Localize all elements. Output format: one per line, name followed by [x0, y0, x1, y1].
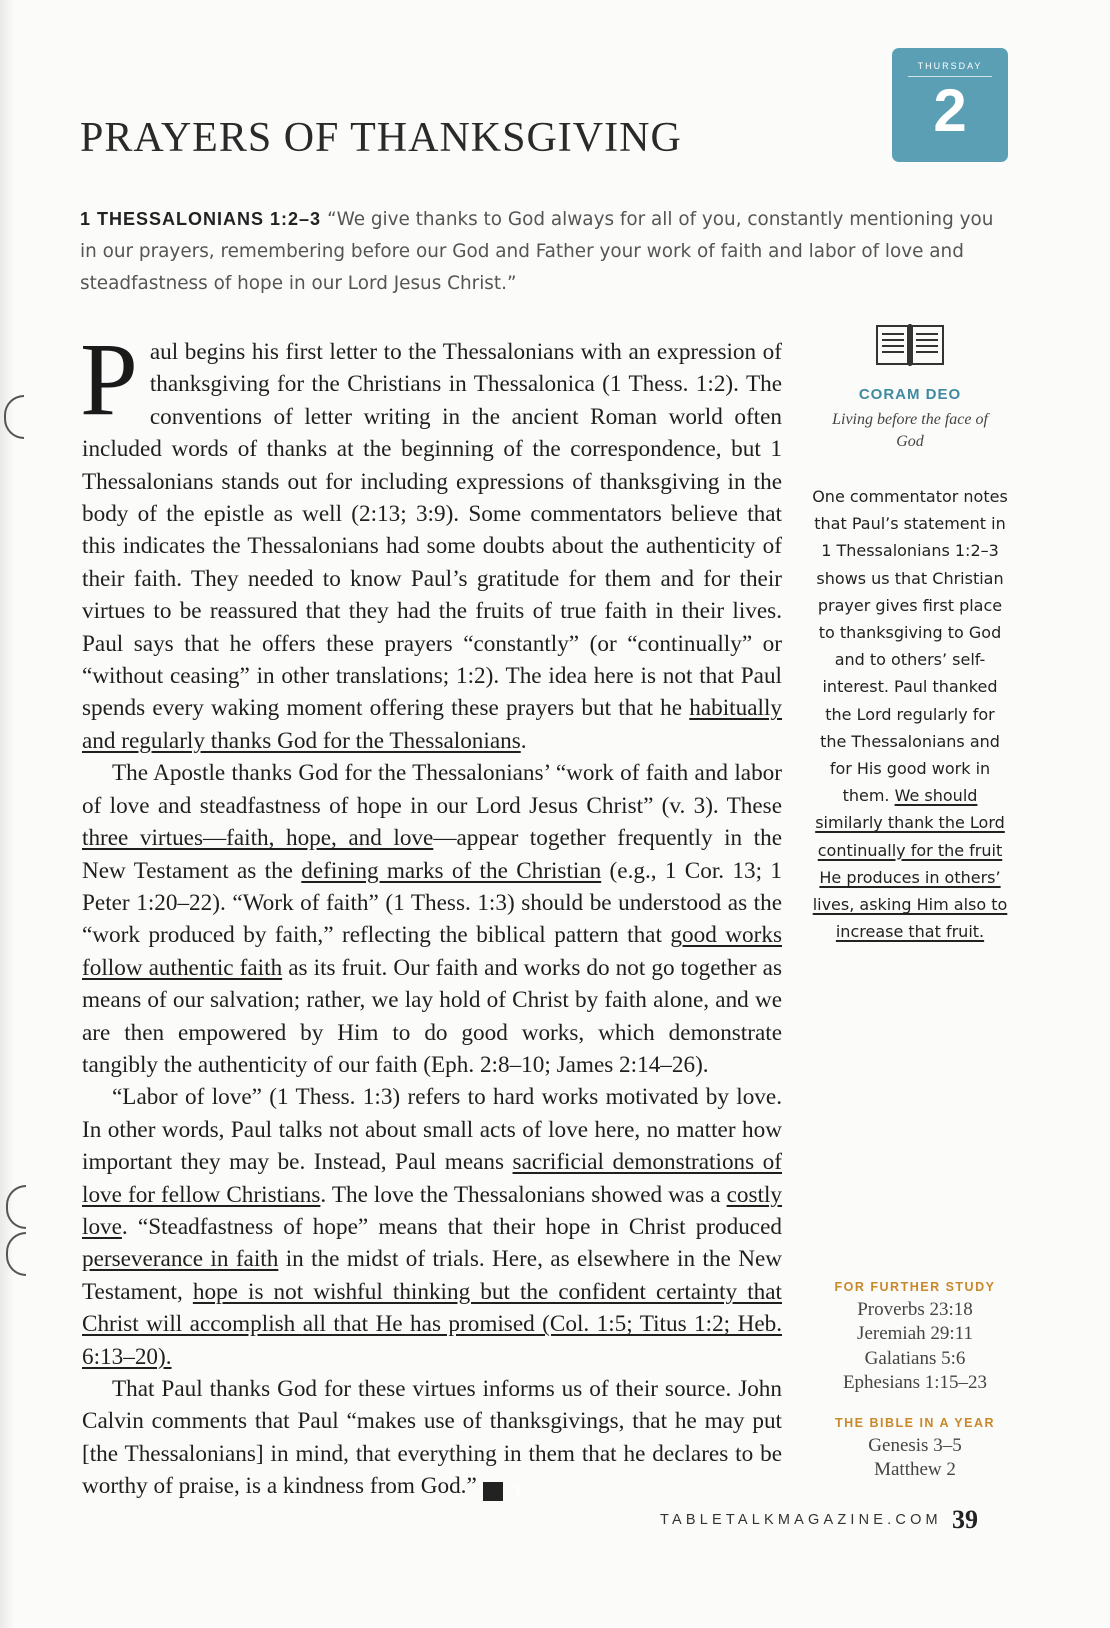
- text-run: (e.g., 1 Cor. 13; 1 Peter 1:20–22). “Work of faith” (1 Thess. 1:3) should be understood as the “work produced by faith,” reflecting the biblical pattern that: [82, 857, 782, 949]
- underlined-text: habitually and regularly thanks God for the Thessalonians: [82, 695, 782, 754]
- page-number: 39: [952, 1505, 978, 1534]
- text-run: That Paul thanks God for these virtues informs us of their source. John Calvin comments that Paul “makes use of thanksgivings, that he may put [the Thessalonians] in mind, that everything in them that he declares to be worthy of praise, is a kindness from God.”: [82, 1376, 782, 1500]
- tabletalk-end-mark: T: [483, 1482, 503, 1501]
- underlined-text: sacrificial demonstrations of love for fellow Christians: [82, 1149, 782, 1208]
- underlined-text: good works follow authentic faith: [82, 922, 782, 981]
- text-run: —appear together frequently in the New Testament as the: [82, 825, 783, 884]
- underlined-text: We should similarly thank the Lord continually for the fruit He produces in others’ lives, asking Him also to increase that fruit.: [812, 786, 1008, 942]
- underlined-text: defining marks of the Christian: [301, 857, 602, 884]
- article-body: [80, 322, 783, 1503]
- further-study-item: Ephesians 1:15–23: [842, 1372, 988, 1394]
- underlined-text: perseverance in faith: [82, 1246, 279, 1273]
- coram-deo-body: [812, 483, 1008, 945]
- further-study-section: [820, 1280, 1010, 1396]
- day-of-week: THURSDAY: [917, 61, 983, 71]
- text-run: The Apostle thanks God for the Thessalonians’ “work of faith and labor of love and steadfastness of hope in our Lord Jesus Christ” (v. 3). These: [82, 760, 782, 819]
- article-paragraph: [82, 757, 782, 1081]
- bible-reading-item: Matthew 2: [874, 1459, 956, 1481]
- day-number: 2: [933, 77, 967, 144]
- scripture-passage: [80, 203, 1010, 300]
- scripture-text: “We give thanks to God always for all of you, constantly mentioning you in our prayers, remembering before our God and Father your work of faith and labor of love and steadfastness of hope in our Lord Jesus Christ.”: [80, 209, 994, 294]
- bible-in-a-year-list: [820, 1434, 1010, 1483]
- footer-site: TABLETALKMAGAZINE.COM: [660, 1512, 942, 1528]
- text-run: “Labor of love” (1 Thess. 1:3) refers to hard works motivated by love. In other words, Paul talks not about small acts of love here, no matter how important they may be. Instead, Paul means: [82, 1084, 782, 1176]
- text-run: .: [520, 727, 527, 754]
- further-study-heading: FOR FURTHER STUDY: [834, 1280, 996, 1294]
- further-study-item: Jeremiah 29:11: [857, 1323, 973, 1345]
- text-run: . “Steadfastness of hope” means that their hope in Christ produced: [121, 1213, 782, 1240]
- coram-deo-subtitle: Living before the face of God: [832, 411, 988, 450]
- underlined-text: hope is not wishful thinking but the confident certainty that Christ will accomplish all that He has promised (Col. 1:5; Titus 1:2; Heb. 6:13–20).: [82, 1278, 782, 1370]
- scripture-reference: 1 THESSALONIANS 1:2–3: [80, 209, 322, 229]
- page-title: PRAYERS OF THANKSGIVING: [80, 115, 682, 162]
- coram-deo-text: One commentator notes that Paul’s statement in 1 Thessalonians 1:2–3 shows us that Christian prayer gives first place to thanksgiving to God and to others’ self-interest. Paul thanked the Lord regularly for the Thessalonians and for His good work in them.: [812, 487, 1008, 806]
- bible-in-a-year-heading: THE BIBLE IN A YEAR: [835, 1416, 995, 1430]
- drop-cap: P: [80, 322, 138, 437]
- open-book-icon: [874, 320, 946, 368]
- further-study-item: Galatians 5:6: [864, 1347, 966, 1369]
- page-edge-shadow: [0, 0, 14, 1628]
- article-paragraph: [82, 1373, 782, 1503]
- bible-reading-item: Genesis 3–5: [868, 1435, 962, 1456]
- underlined-text: costly love: [82, 1181, 782, 1240]
- day-badge: [892, 48, 1008, 162]
- underlined-text: three virtues—faith, hope, and love: [82, 825, 434, 852]
- further-study-item: Proverbs 23:18: [857, 1299, 973, 1320]
- text-run: as its fruit. Our faith and works do not go together as means of our salvation; rather, we lay hold of Christ by faith alone, and we are then empowered by Him to do good works, which demonstrate tangibly the authenticity of our faith (Eph. 2:8–10; James 2:14–26).: [82, 954, 782, 1078]
- text-run: aul begins his first letter to the Thessalonians with an expression of thanksgiving for the Christians in Thessalonica (1 Thess. 1:2). The conventions of letter writing in the ancient Roman world often included words of thanks at the beginning of the correspondence, but 1 Thessalonians stands out for including expressions of thanksgiving in the body of the epistle as well (2:13; 3:9). Some commentators believe that this indicates the Thessalonians had some doubts about the authenticity of their faith. They needed to know Paul’s gratitude for them and for their virtues to be reassured that they had the fruits of true faith in their lives. Paul says that he offers these prayers “constantly” (or “continually” or “without ceasing” in other translations; 1:2). The idea here is not that Paul spends every waking moment offering these prayers but that he: [82, 339, 782, 722]
- text-run: in the midst of trials. Here, as elsewhere in the New Testament,: [82, 1246, 782, 1305]
- further-study-list: [820, 1298, 1010, 1396]
- article-paragraph: [82, 1081, 782, 1373]
- bible-in-a-year-section: [820, 1416, 1010, 1483]
- text-run: . The love the Thessalonians showed was a: [320, 1181, 727, 1208]
- coram-deo-heading: CORAM DEO: [858, 386, 962, 403]
- article-paragraph: [80, 322, 782, 757]
- coram-deo-header: [820, 386, 1000, 453]
